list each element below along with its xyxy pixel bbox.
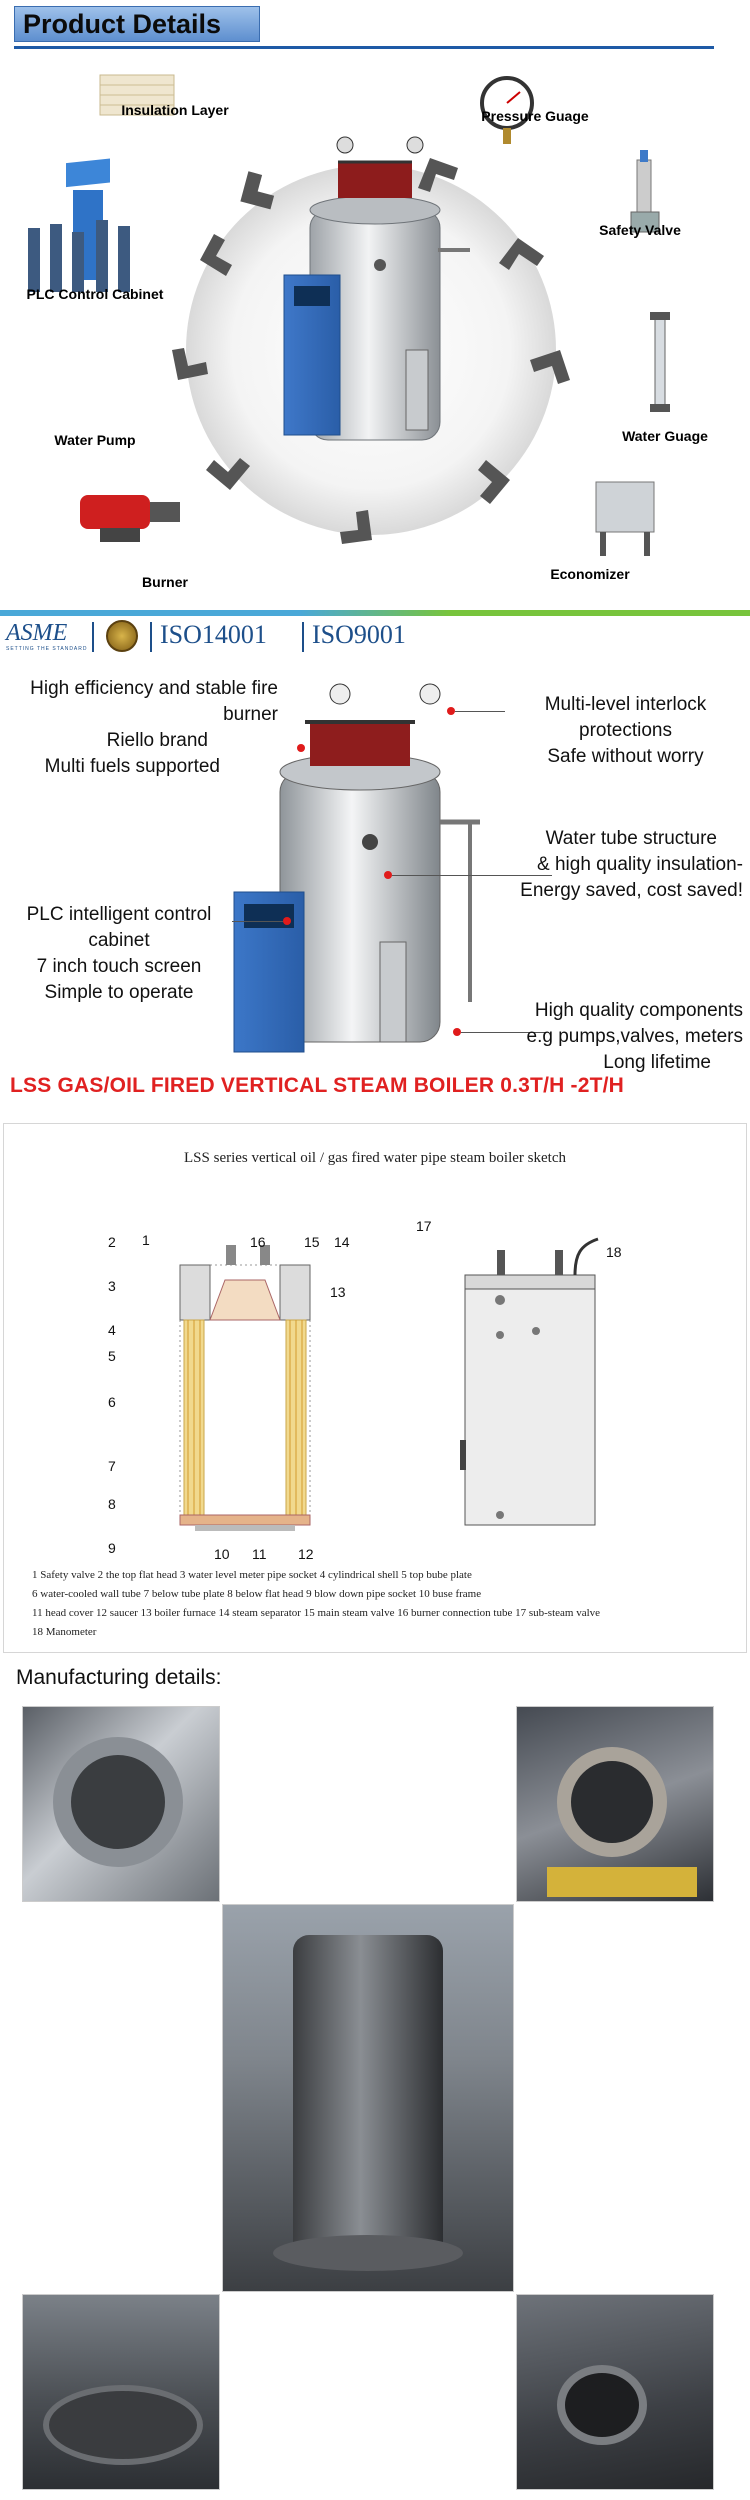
product-details-diagram [0, 50, 750, 605]
header-underline [14, 46, 714, 49]
photo-tube-bundle [22, 1706, 220, 1902]
callout-dot [447, 707, 455, 715]
feature-components: High quality components e.g pumps,valves, meters Long lifetime [526, 1000, 743, 1073]
callout-16: 16 [250, 1234, 266, 1250]
manufacturing-title: Manufacturing details: [16, 1666, 222, 1689]
callout-18: 18 [606, 1244, 622, 1260]
label-pressure-gauge: Pressure Guage [481, 108, 589, 124]
feature-water-tube: Water tube structure & high quality insulation- Energy saved, cost saved! [520, 828, 743, 901]
boiler-sketch [100, 1235, 660, 1565]
label-burner: Burner [142, 574, 188, 590]
cert-separator [92, 622, 94, 652]
iso14001-label: ISO14001 [160, 620, 267, 649]
burner-icon [80, 495, 180, 542]
callout-13: 13 [330, 1284, 346, 1300]
callout-8: 8 [108, 1496, 116, 1512]
label-plc: PLC Control Cabinet [26, 286, 164, 302]
callout-7: 7 [108, 1458, 116, 1474]
callout-11: 11 [252, 1546, 267, 1562]
feature-plc: PLC intelligent control cabinet 7 inch touch screen Simple to operate [26, 904, 212, 1003]
leader-line [455, 711, 505, 712]
photo-vertical-shell [222, 1904, 514, 2292]
label-safety-valve: Safety Valve [599, 222, 681, 238]
safety-valve-icon [631, 150, 659, 232]
callout-dot [283, 917, 291, 925]
photo-furnace-opening [516, 2294, 714, 2490]
photo-drum-end [516, 1706, 714, 1902]
callout-9: 9 [108, 1540, 116, 1556]
iso9001-label: ISO9001 [312, 620, 406, 649]
leader-line [232, 921, 283, 922]
seal-icon [106, 620, 138, 652]
callout-6: 6 [108, 1394, 116, 1410]
asme-tagline: SETTING THE STANDARD [6, 646, 88, 652]
label-water-pump: Water Pump [54, 432, 136, 448]
callout-4: 4 [108, 1322, 116, 1338]
cert-separator [150, 622, 152, 652]
label-water-gauge: Water Guage [622, 428, 708, 444]
callout-3: 3 [108, 1278, 116, 1294]
callout-dot [384, 871, 392, 879]
label-economizer: Economizer [550, 566, 630, 582]
callout-dot [297, 744, 305, 752]
callout-12: 12 [298, 1546, 314, 1562]
boiler-model-title: LSS GAS/OIL FIRED VERTICAL STEAM BOILER 0.3T/H -2T/H [10, 1074, 625, 1097]
callout-17: 17 [416, 1218, 432, 1234]
callout-10: 10 [214, 1546, 230, 1562]
economizer-icon [596, 482, 654, 556]
callout-14: 14 [334, 1234, 350, 1250]
cert-divider-bar [0, 610, 750, 616]
sketch-legend: 1 Safety valve 2 the top flat head 3 water level meter pipe socket 4 cylindrical shell 5 top bube plate 6 water-cooled wall tube 7 below tube plate 8 below flat head 9 blow down pipe socket 10 buse frame 11 head cover 12 saucer 13 boiler furnace 14 steam separator 15 main steam valve 16 burner connection tube 17 sub-steam valve 18 Manometer [32, 1569, 601, 1638]
callout-1: 1 [142, 1232, 150, 1248]
product-details-title: Product Details [14, 6, 260, 42]
callout-5: 5 [108, 1348, 116, 1364]
water-gauge-icon [650, 312, 670, 412]
feature-burner: High efficiency and stable fire burner Riello brand Multi fuels supported [30, 678, 278, 777]
sketch-title: LSS series vertical oil / gas fired water pipe steam boiler sketch [184, 1150, 566, 1166]
callout-2: 2 [108, 1234, 116, 1250]
callout-15: 15 [304, 1234, 320, 1250]
feature-interlock: Multi-level interlock protections Safe without worry [544, 694, 707, 767]
cert-separator [302, 622, 304, 652]
photo-shell-bottom [22, 2294, 220, 2490]
callout-dot [453, 1028, 461, 1036]
asme-logo: ASME [6, 620, 68, 646]
label-insulation: Insulation Layer [121, 102, 229, 118]
